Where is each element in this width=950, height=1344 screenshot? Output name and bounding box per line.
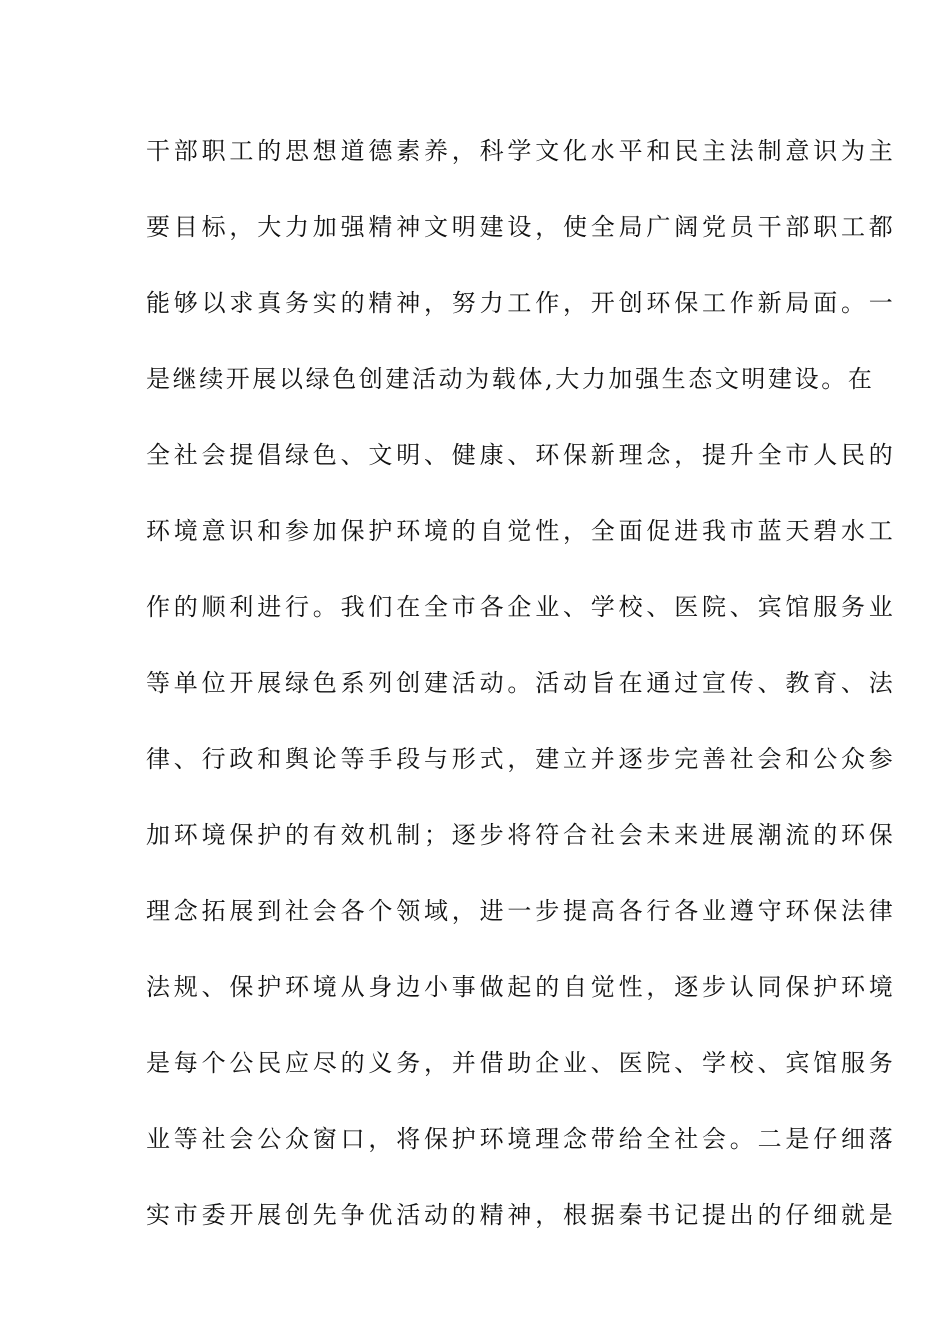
- text-line: 等单位开展绿色系列创建活动。活动旨在通过宣传、教育、法: [146, 669, 897, 697]
- text-line: 实市委开展创先争优活动的精神，根据秦书记提出的仔细就是: [146, 1201, 897, 1229]
- text-line: 要目标，大力加强精神文明建设，使全局广阔党员干部职工都: [146, 213, 897, 241]
- text-line: 律、行政和舆论等手段与形式，建立并逐步完善社会和公众参: [146, 745, 897, 773]
- text-line: 干部职工的思想道德素养，科学文化水平和民主法制意识为主: [146, 137, 897, 165]
- text-line: 是继续开展以绿色创建活动为载体,大力加强生态文明建设。在: [146, 365, 875, 393]
- text-line: 法规、保护环境从身边小事做起的自觉性，逐步认同保护环境: [146, 973, 897, 1001]
- text-line: 理念拓展到社会各个领域，进一步提高各行各业遵守环保法律: [146, 897, 897, 925]
- text-line: 作的顺利进行。我们在全市各企业、学校、医院、宾馆服务业: [146, 593, 897, 621]
- text-line: 环境意识和参加保护环境的自觉性，全面促进我市蓝天碧水工: [146, 517, 897, 545]
- text-line: 全社会提倡绿色、文明、健康、环保新理念，提升全市人民的: [146, 441, 897, 469]
- text-line: 是每个公民应尽的义务，并借助企业、医院、学校、宾馆服务: [146, 1049, 897, 1077]
- text-line: 业等社会公众窗口，将保护环境理念带给全社会。二是仔细落: [146, 1125, 897, 1153]
- text-line: 加环境保护的有效机制；逐步将符合社会未来进展潮流的环保: [146, 821, 897, 849]
- body-text: [146, 130, 897, 1270]
- text-line: 能够以求真务实的精神，努力工作，开创环保工作新局面。一: [146, 289, 897, 317]
